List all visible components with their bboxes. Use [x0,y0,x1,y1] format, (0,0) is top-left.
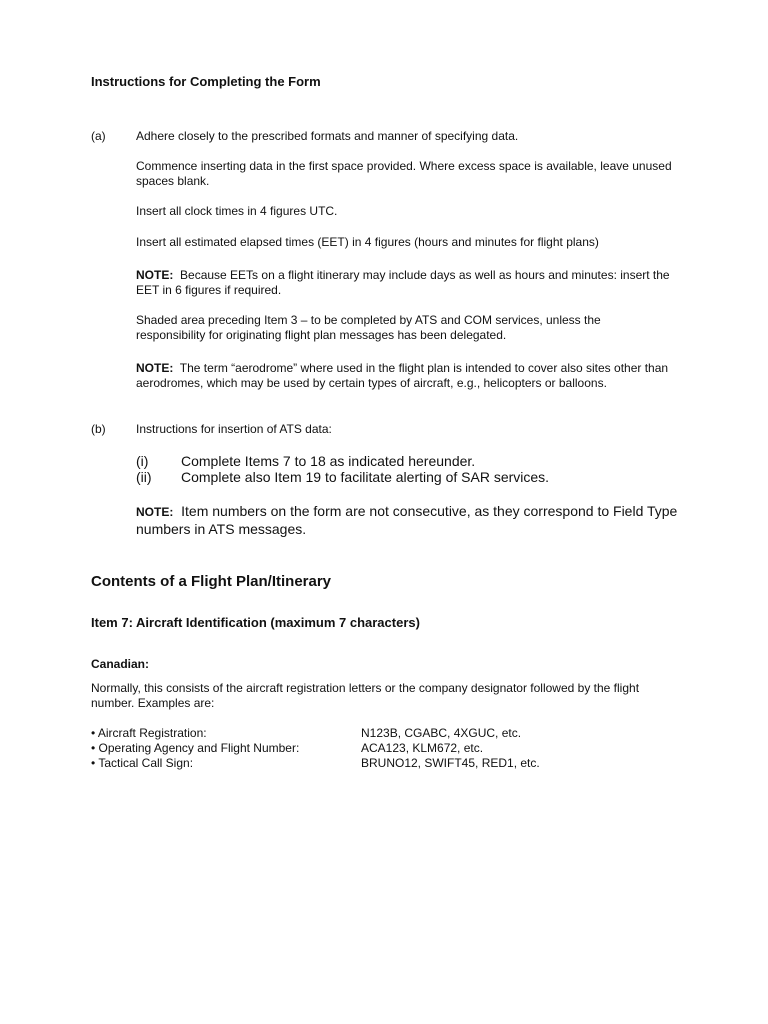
note-aerodrome [136,361,681,391]
paragraph-shaded-area: Shaded area preceding Item 3 – to be completed by ATS and COM services, unless the responsibility for originating flight plan messages has been delegated. [136,313,601,342]
note-text: The term “aerodrome” where used in the flight plan is intended to cover also sites other than aerodromes, which may be used by certain types of aircraft, e.g., helicopters or balloons. [136,361,669,390]
paragraph-ats-data: Instructions for insertion of ATS data: [136,422,332,436]
example-label-registration: • Aircraft Registration: [91,726,207,740]
example-value-operating-agency: ACA123, KLM672, etc. [361,741,484,755]
note-text: Because EETs on a flight itinerary may include days as well as hours and minutes: insert the EET in 6 figures if required. [136,268,670,297]
example-value-call-sign: BRUNO12, SWIFT45, RED1, etc. [361,756,540,770]
sub-item-ii: Complete also Item 19 to facilitate alerting of SAR services. [181,469,550,485]
list-marker-a: (a) [91,129,106,143]
section-heading-contents: Contents of a Flight Plan/Itinerary [91,573,332,590]
sub-marker-i: (i) [136,453,149,469]
sub-marker-ii: (ii) [136,469,152,485]
example-label-call-sign: • Tactical Call Sign: [91,756,194,770]
canadian-paragraph: Normally, this consists of the aircraft registration letters or the company designator followed by the flight number. Examples are: [91,681,640,710]
note-label: NOTE: [136,361,174,375]
paragraph-formats: Adhere closely to the prescribed formats and manner of specifying data. [136,129,519,143]
note-eet [136,268,681,298]
item7-heading: Item 7: Aircraft Identification (maximum 7 characters) [91,615,420,630]
example-value-registration: N123B, CGABC, 4XGUC, etc. [361,726,522,740]
sub-item-i: Complete Items 7 to 18 as indicated hereunder. [181,453,476,469]
example-label-operating-agency: • Operating Agency and Flight Number: [91,741,300,755]
canadian-heading: Canadian: [91,657,150,671]
note-text: Item numbers on the form are not consecutive, as they correspond to Field Type numbers in ATS messages. [136,503,678,537]
note-label: NOTE: [136,505,174,519]
note-item-numbers [136,503,681,537]
note-label: NOTE: [136,268,174,282]
paragraph-clock-times: Insert all clock times in 4 figures UTC. [136,204,338,218]
section-heading-instructions: Instructions for Completing the Form [91,74,321,89]
paragraph-commence: Commence inserting data in the first space provided. Where excess space is available, leave unused spaces blank. [136,159,672,188]
list-marker-b: (b) [91,422,106,436]
paragraph-eet: Insert all estimated elapsed times (EET) in 4 figures (hours and minutes for flight plans) [136,235,599,249]
